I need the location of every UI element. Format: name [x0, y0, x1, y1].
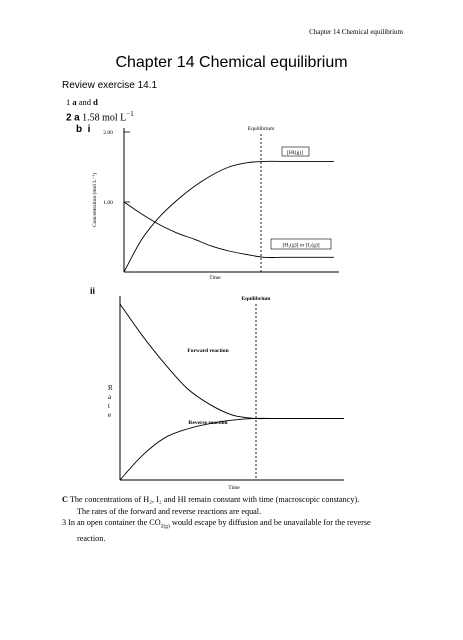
equilibrium-label: Equilibrium	[247, 126, 275, 132]
h2-i2-label: [H₂(g)] or [I₂(g)]	[282, 242, 320, 249]
part-i-numeral: i	[87, 124, 91, 135]
answer-c-line-1	[62, 494, 402, 506]
answer-c-text-2: The rates of the forward and reverse reactions are equal.	[77, 506, 262, 516]
answer-c-text-1: The concentrations of H₂, I₂ and HI remain constant with time (macroscopic constancy).	[69, 495, 360, 504]
y-axis-label: R a t e	[108, 384, 113, 419]
reverse-rate-curve	[120, 418, 344, 480]
y-tick-label-1: 1.00	[103, 200, 113, 206]
reverse-reaction-label: Reverse reaction	[188, 420, 228, 426]
answer-3-line-1	[62, 517, 402, 533]
y-axis-label: Concentration (mol L⁻¹)	[92, 172, 98, 228]
answers-block	[62, 494, 402, 545]
question-2-number: 2	[66, 112, 72, 124]
question-1-and: and	[78, 97, 92, 107]
running-header: Chapter 14 Chemical equilibrium	[309, 28, 403, 36]
question-2-unit-exponent: −1	[126, 110, 134, 118]
rate-time-chart	[104, 290, 354, 500]
x-axis-label: Time	[209, 275, 221, 281]
answer-c-label: C	[62, 495, 68, 504]
question-2-value: 1.58 mol L	[82, 112, 127, 124]
part-ii-label: ii	[90, 286, 96, 296]
answer-3-text-b: would escape by diffusion and be unavailable for the reverse	[169, 518, 371, 527]
forward-reaction-label: Forward reaction	[187, 348, 229, 354]
question-1-number: 1	[66, 97, 71, 107]
answer-3-number: 3	[62, 518, 67, 527]
question-1-part-a: a	[72, 97, 77, 107]
forward-rate-curve	[120, 304, 344, 419]
answer-3-line-2: reaction.	[77, 534, 106, 544]
question-2-part: a	[74, 112, 80, 124]
concentration-time-chart	[84, 122, 354, 282]
hi-label: [HI(g)]	[287, 149, 303, 156]
equilibrium-label: Equilibrium	[241, 296, 271, 302]
part-b-letter: b	[76, 124, 83, 135]
answer-3-subscript: 2(g)	[160, 523, 170, 530]
question-1-answer	[66, 97, 98, 107]
hi-concentration-curve	[124, 161, 334, 272]
x-axis-label: Time	[228, 485, 240, 491]
section-heading: Review exercise 14.1	[62, 80, 158, 91]
question-1-part-d: d	[93, 97, 98, 107]
y-tick-label-2: 2.00	[103, 130, 113, 136]
answer-3-text-a: In an open container the CO	[68, 518, 161, 527]
page-title: Chapter 14 Chemical equilibrium	[115, 54, 348, 71]
